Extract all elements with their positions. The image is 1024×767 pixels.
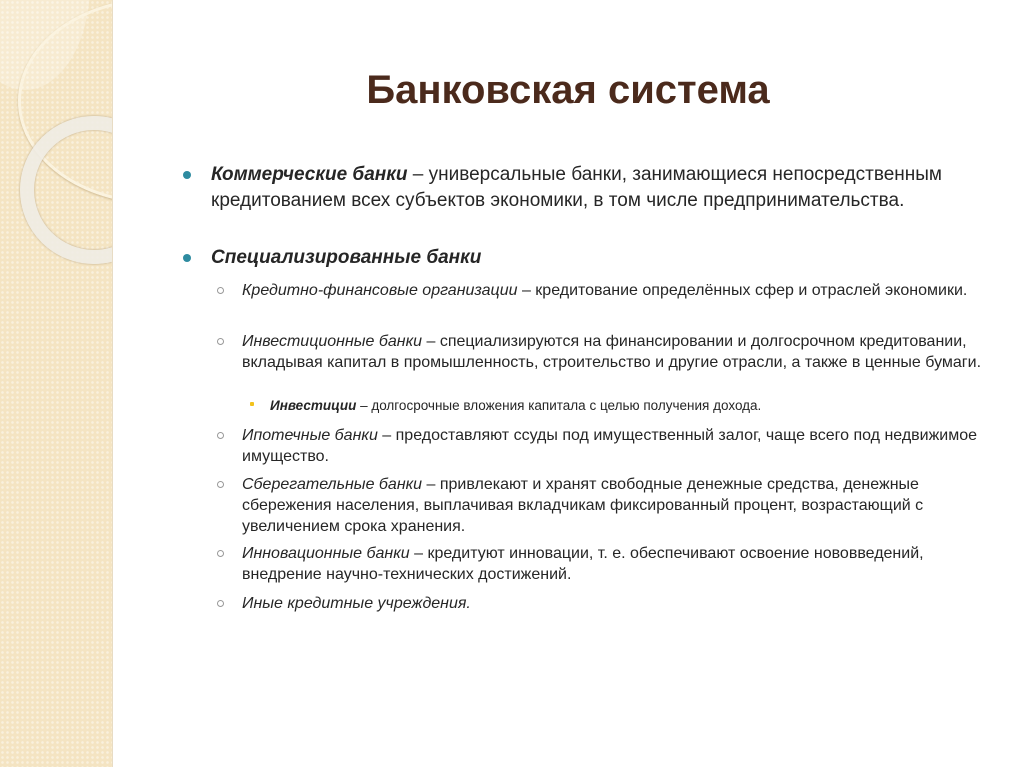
definition: – кредитуют инновации, т. е. обеспечивают освоение нововведений, внедрение научно-технических достижений. xyxy=(242,545,924,583)
term: Специализированные банки xyxy=(211,247,482,268)
definition: – привлекают и хранят свободные денежные средства, денежные сбережения населения, выплачивая вкладчикам фиксированный процент, возрастающий с увеличением срока хранения. xyxy=(242,476,924,535)
term: Коммерческие банки xyxy=(211,164,408,185)
definition: – специализируются на финансировании и долгосрочном кредитовании, вкладывая капитал в промышленность, строительство и другие отрасли, а также в ценные бумаги. xyxy=(242,333,982,371)
term: Иные кредитные учреждения. xyxy=(242,595,471,612)
circle-bullet-icon xyxy=(217,550,224,557)
circle-bullet-icon xyxy=(217,287,224,294)
definition: – предоставляют ссуды под имущественный залог, чаще всего под недвижимое имущество. xyxy=(242,427,978,465)
term: Ипотечные банки xyxy=(242,427,378,444)
subitem-credit-financial xyxy=(242,280,1002,301)
square-bullet-icon xyxy=(250,402,254,406)
subitem-savings-banks xyxy=(242,474,1002,537)
subitem-innovation-banks xyxy=(242,543,1002,585)
bullet-commercial-banks xyxy=(211,162,1001,214)
term: Инновационные банки xyxy=(242,545,410,562)
bullet-specialized-banks xyxy=(211,245,1001,271)
circle-bullet-icon xyxy=(217,338,224,345)
subitem-other-institutions xyxy=(242,593,1002,614)
circle-bullet-icon xyxy=(217,432,224,439)
circle-bullet-icon xyxy=(217,481,224,488)
slide-title: Банковская система xyxy=(366,68,770,112)
bullet-dot-icon xyxy=(183,254,191,262)
term: Инвестиции xyxy=(270,398,357,413)
subitem-investment-banks xyxy=(242,331,1002,373)
definition: – кредитование определённых сфер и отраслей экономики. xyxy=(517,282,968,299)
bullet-dot-icon xyxy=(183,171,191,179)
term: Инвестиционные банки xyxy=(242,333,423,350)
term: Кредитно-финансовые организации xyxy=(242,282,518,299)
decorative-sidebar xyxy=(0,0,113,767)
term: Сберегательные банки xyxy=(242,476,423,493)
definition: – долгосрочные вложения капитала с целью получения дохода. xyxy=(356,398,762,413)
definition: – универсальные банки, занимающиеся непосредственным кредитованием всех субъектов экономики, в том числе предпринимательства. xyxy=(211,164,942,211)
subitem-mortgage-banks xyxy=(242,425,1002,467)
circle-bullet-icon xyxy=(217,600,224,607)
subsubitem-investments xyxy=(270,397,1010,415)
